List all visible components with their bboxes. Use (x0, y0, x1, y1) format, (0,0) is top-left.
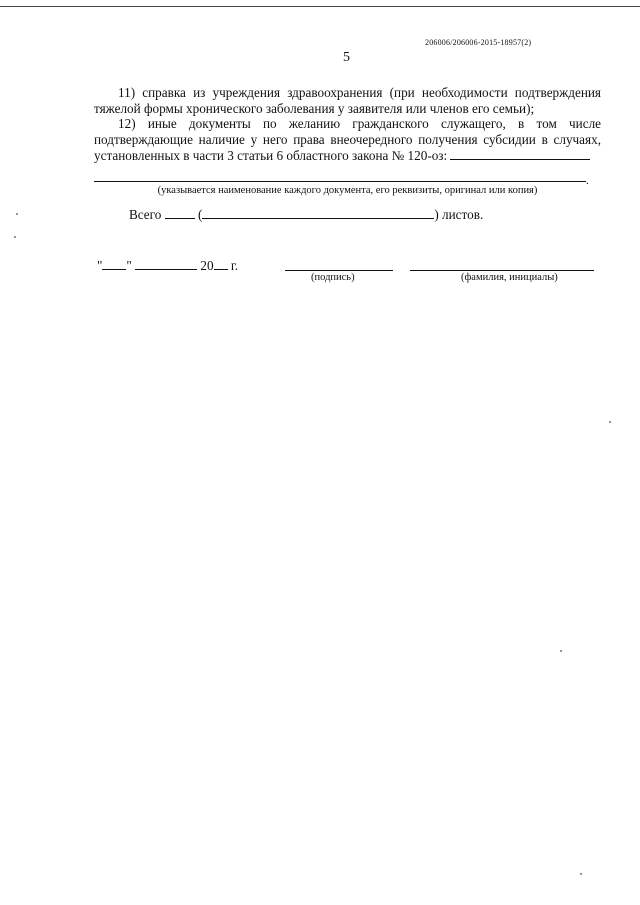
scan-speck (14, 236, 16, 238)
sheets-count-blank[interactable] (165, 207, 195, 219)
list-item-12 (94, 116, 601, 164)
name-caption: (фамилия, инициалы) (461, 272, 558, 283)
scan-speck (609, 421, 611, 423)
name-line[interactable] (410, 270, 594, 271)
month-blank[interactable] (135, 258, 197, 270)
day-blank[interactable] (102, 258, 126, 270)
total-label: Всего (129, 207, 162, 222)
list-item-number: 12) (118, 116, 136, 131)
sheets-count-words-blank[interactable] (202, 207, 434, 219)
signature-line[interactable] (285, 270, 393, 271)
document-registration-number: 206006/206006-2015-18957(2) (425, 38, 532, 47)
scan-top-border (0, 6, 640, 7)
year-prefix: 20 (200, 258, 214, 273)
list-item-11 (94, 85, 601, 117)
quote-open: " (97, 258, 103, 273)
documents-line-end: . (586, 175, 589, 187)
documents-note: (указывается наименование каждого документа, его реквизиты, оригинал или копия) (157, 185, 538, 196)
year-blank[interactable] (214, 258, 228, 270)
quote-close: " (126, 258, 132, 273)
page-number: 5 (343, 50, 350, 65)
open-paren: ( (197, 207, 203, 222)
total-suffix: листов. (442, 207, 484, 222)
list-item-text: справка из учреждения здравоохранения (при необходимости подтверждения тяжелой формы хронического заболевания у заявителя или членов его семьи); (94, 85, 601, 116)
documents-fill-in-line[interactable] (94, 181, 586, 182)
scan-speck (560, 650, 562, 652)
close-paren: ) (434, 207, 439, 222)
signature-caption: (подпись) (311, 272, 355, 283)
fill-in-blank[interactable] (450, 148, 590, 160)
scan-speck (16, 213, 18, 215)
total-sheets-line (129, 207, 483, 223)
list-item-text: иные документы по желанию гражданского служащего, в том числе подтверждающие наличие у него права внеочередного получения субсидии в случаях, установленных в части 3 статьи 6 областного закона № 120-оз: (94, 116, 602, 163)
list-item-number: 11) (118, 85, 136, 100)
date-line (97, 258, 238, 274)
scan-speck (580, 873, 582, 875)
year-suffix: г. (230, 258, 239, 273)
